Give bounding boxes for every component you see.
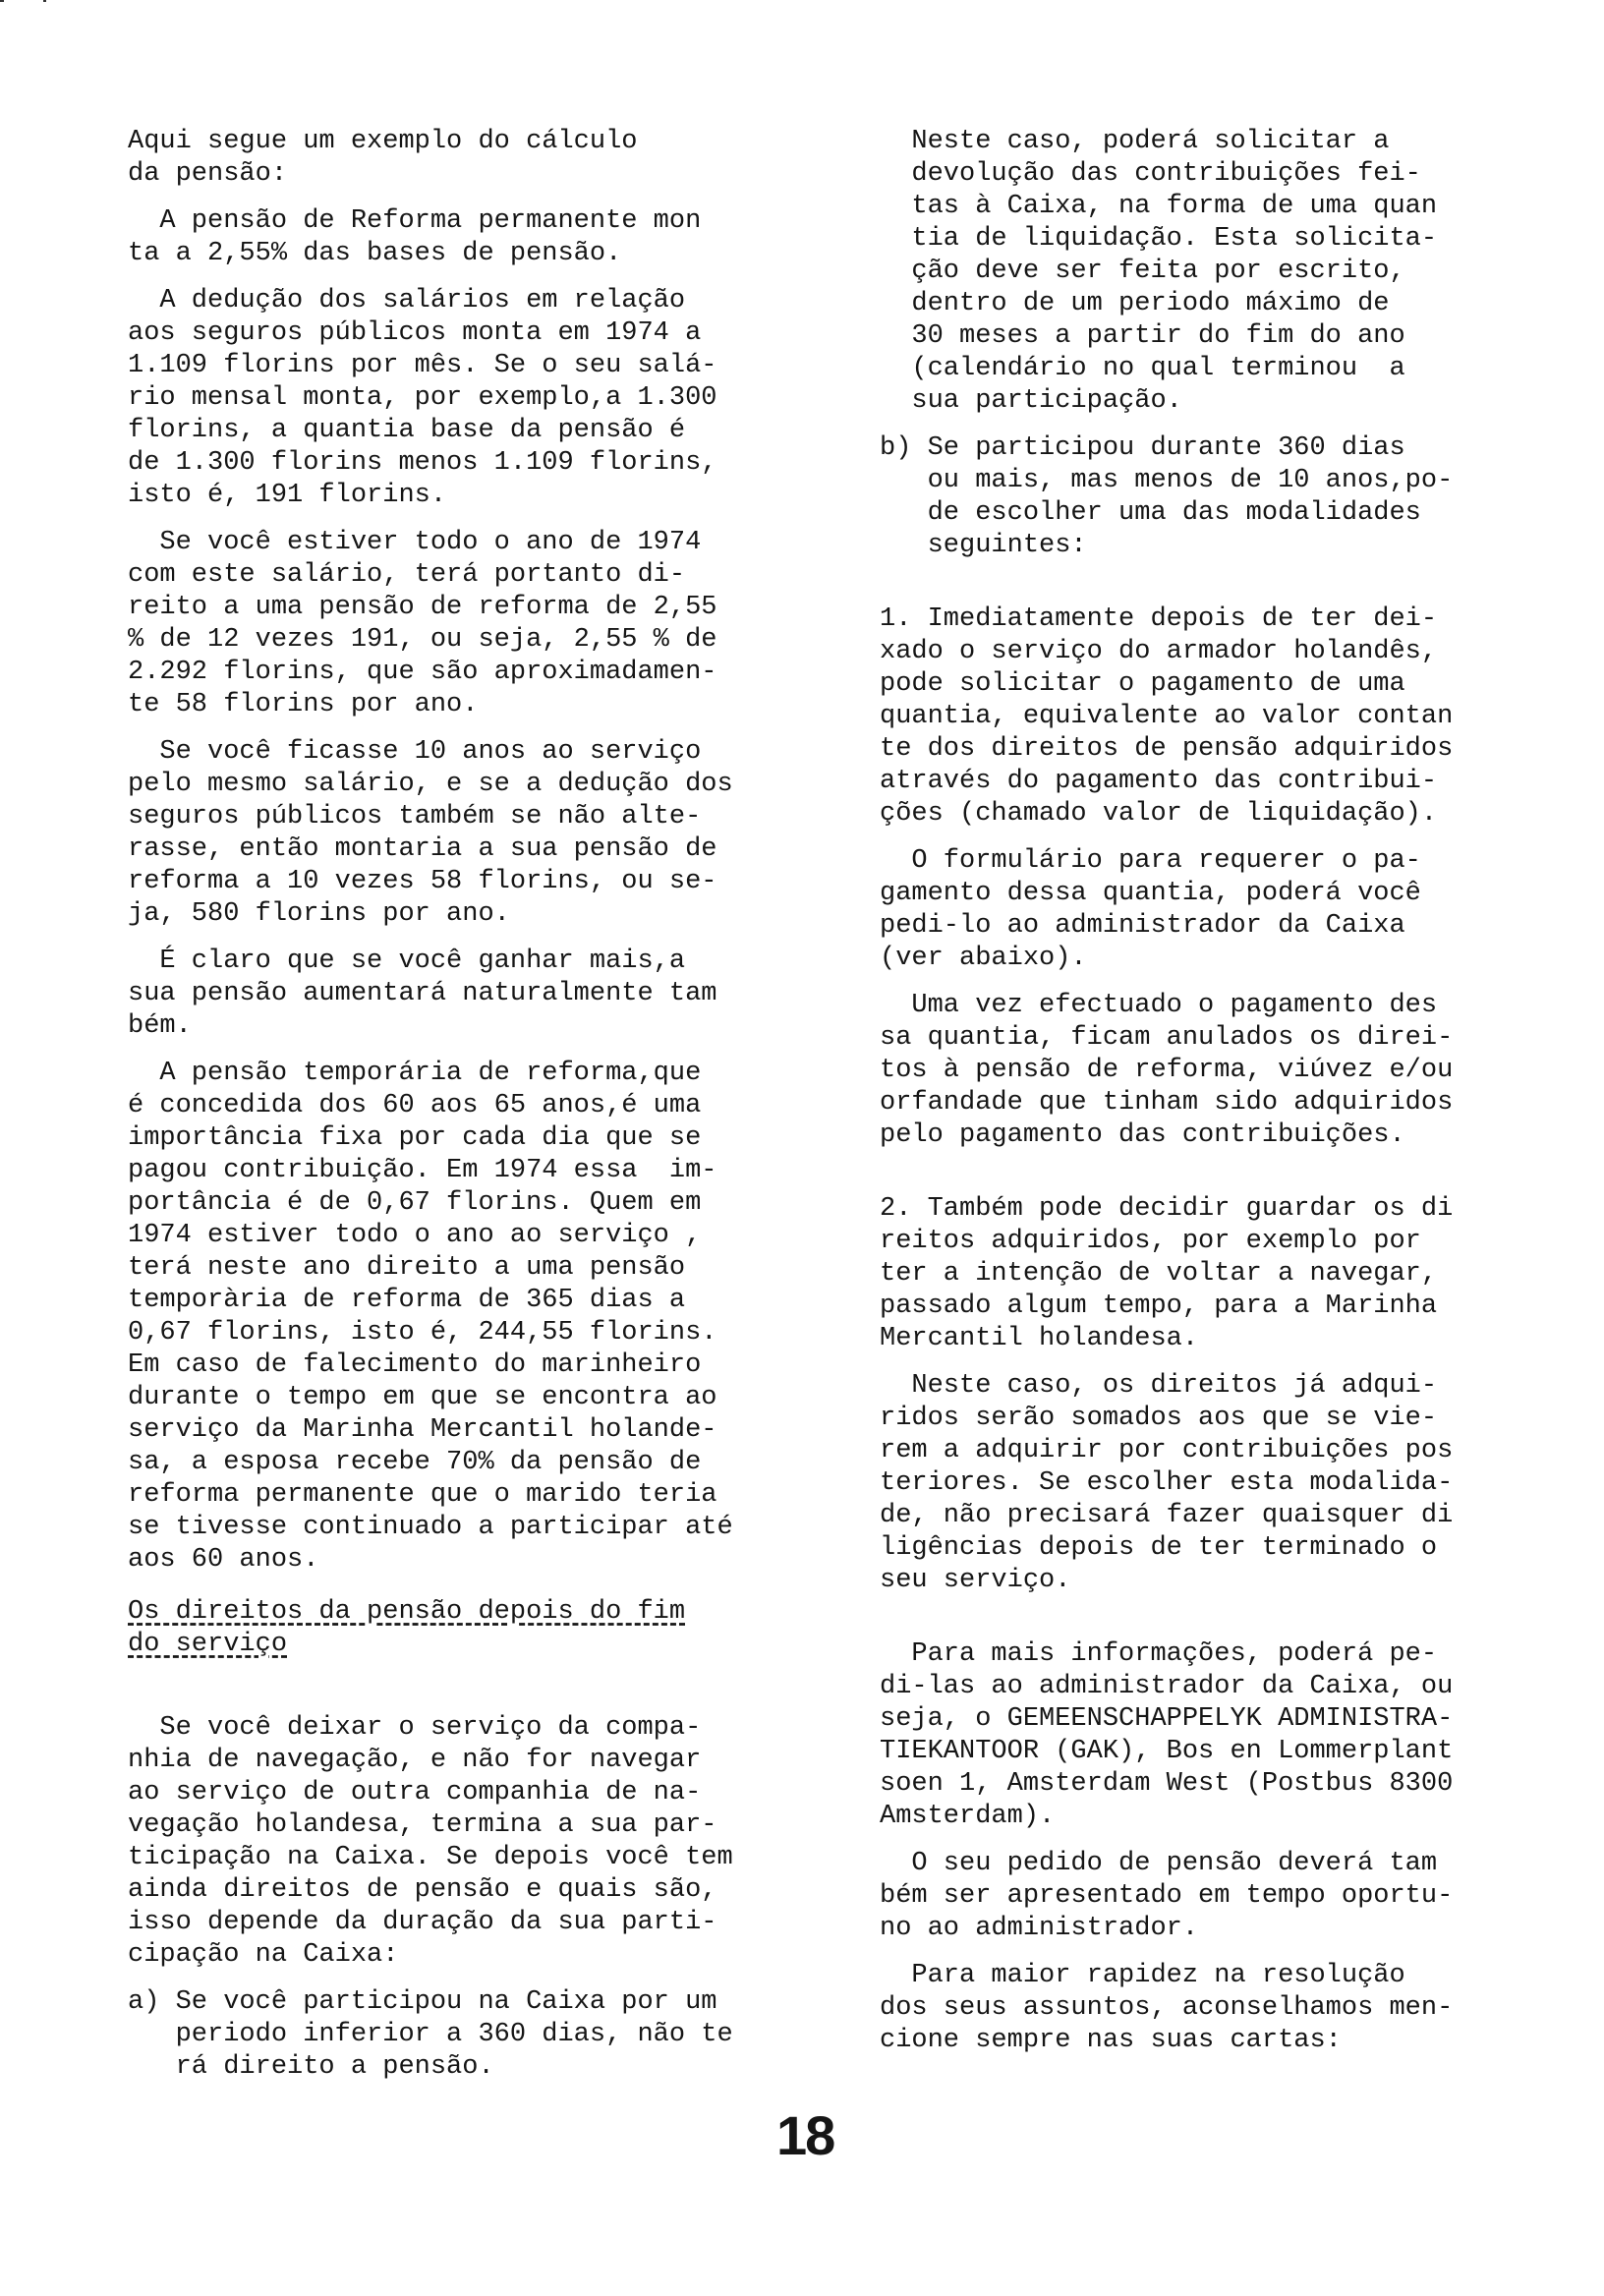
text-line: reforma a 10 vezes 58 florins, ou se- [128,867,717,896]
text-line: Mercantil holandesa. [880,1324,1199,1353]
text-line: (calendário no qual terminou a [880,354,1405,383]
section-heading [128,1596,806,1661]
text-line: tia de liquidação. Esta solicita- [880,224,1438,254]
text-line: seguros públicos também se não alte- [128,802,702,832]
text-line: passado algum tempo, para a Marinha [880,1292,1438,1321]
right-paragraph [880,1370,1528,1597]
text-line: devolução das contribuições fei- [880,159,1421,189]
text-line: reito a uma pensão de reforma de 2,55 [128,593,717,622]
text-line: pelo pagamento das contribuições. [880,1120,1405,1150]
text-line: Para maior rapidez na resolução [880,1961,1405,1990]
text-line: sa quantia, ficam anulados os direi- [880,1023,1454,1053]
text-line: a) Se você participou na Caixa por um [128,1987,717,2017]
left-paragraph [128,1058,806,1577]
left-paragraph [128,527,806,721]
text-line: com este salário, terá portanto di- [128,560,686,590]
text-line: 1974 estiver todo o ano ao serviço , [128,1221,702,1250]
text-line: periodo inferior a 360 dias, não te [128,2020,733,2049]
text-line: rem a adquirir por contribuições pos [880,1436,1454,1465]
text-line: É claro que se você ganhar mais,a [128,947,686,976]
text-line: pedi-lo ao administrador da Caixa [880,911,1405,941]
text-line: Se você ficasse 10 anos ao serviço [128,737,702,767]
text-line: isto é, 191 florins. [128,481,447,510]
text-line: A pensão temporária de reforma,que [128,1059,702,1088]
text-line: pode solicitar o pagamento de uma [880,669,1405,699]
text-line: 2.292 florins, que são aproximadamen- [128,658,717,687]
text-line: de escolher uma das modalidades [880,498,1421,528]
text-line: ja, 580 florins por ano. [128,899,510,929]
text-line: orfandade que tinham sido adquiridos [880,1088,1454,1118]
left-paragraph [128,1712,806,1972]
text-line: ridos serão somados aos que se vie- [880,1404,1438,1433]
text-line: durante o tempo em que se encontra ao [128,1383,717,1412]
text-line: bém ser apresentado em tempo oportu- [880,1881,1454,1911]
text-line: sua pensão aumentará naturalmente tam [128,979,717,1008]
text-line: te dos direitos de pensão adquiridos [880,734,1454,764]
text-line: 30 meses a partir do fim do ano [880,321,1405,351]
right-paragraph [880,990,1528,1152]
left-paragraph [128,205,806,270]
text-line: ticipação na Caixa. Se depois você tem [128,1843,733,1872]
right-paragraph [880,1848,1528,1945]
text-line: tas à Caixa, na forma de uma quan [880,192,1438,221]
text-line: ção deve ser feita por escrito, [880,257,1405,286]
text-line: Neste caso, poderá solicitar a [880,127,1390,156]
text-line: TIEKANTOOR (GAK), Bos en Lommerplant [880,1737,1454,1766]
text-line: pelo mesmo salário, e se a dedução dos [128,770,733,799]
text-line: temporària de reforma de 365 dias a [128,1286,686,1315]
text-line: aos seguros públicos monta em 1974 a [128,318,702,348]
text-line: seguintes: [880,531,1087,560]
page-number: 18 [776,2104,834,2166]
text-line: A pensão de Reforma permanente mon [128,206,702,236]
text-line: nhia de navegação, e não for navegar [128,1746,702,1775]
text-line: O formulário para requerer o pa- [880,846,1421,876]
text-line: cipação na Caixa: [128,1940,399,1970]
text-line: reitos adquiridos, por exemplo por [880,1227,1421,1256]
text-line: 1. Imediatamente depois de ter dei- [880,604,1438,634]
text-line: rá direito a pensão. [128,2052,494,2082]
text-line: florins, a quantia base da pensão é [128,416,686,445]
scan-mark-top [0,0,4,2]
right-paragraph [880,1638,1528,1833]
text-line: 2. Também pode decidir guardar os di [880,1194,1454,1224]
text-line: importância fixa por cada dia que se [128,1123,702,1153]
text-line: portância é de 0,67 florins. Quem em [128,1188,702,1218]
text-line: vegação holandesa, termina a sua par- [128,1810,717,1840]
text-line: quantia, equivalente ao valor contan [880,702,1454,731]
text-line: soen 1, Amsterdam West (Postbus 8300 [880,1769,1454,1799]
scan-mark-top-2 [43,0,46,2]
right-paragraph [880,1193,1528,1355]
right-paragraph [880,432,1528,562]
left-paragraph [128,736,806,931]
text-line: 0,67 florins, isto é, 244,55 florins. [128,1318,717,1348]
text-line: da pensão: [128,159,288,189]
left-paragraph [128,1986,806,2084]
text-line: ta a 2,55% das bases de pensão. [128,239,622,268]
text-line: seja, o GEMEENSCHAPPELYK ADMINISTRA- [880,1704,1454,1734]
text-line: ter a intenção de voltar a navegar, [880,1259,1438,1289]
text-line: (ver abaixo). [880,944,1087,973]
left-paragraph [128,126,806,191]
text-line: Para mais informações, poderá pe- [880,1639,1438,1669]
text-line: Neste caso, os direitos já adqui- [880,1371,1438,1401]
text-line: Em caso de falecimento do marinheiro [128,1350,702,1380]
right-column [880,126,1528,2072]
text-line: isso depende da duração da sua parti- [128,1908,717,1937]
heading-line: Os direitos da pensão depois do fim [128,1597,686,1627]
text-line: % de 12 vezes 191, ou seja, 2,55 % de [128,625,717,655]
text-line: pagou contribuição. Em 1974 essa im- [128,1156,717,1185]
text-line: reforma permanente que o marido teria [128,1480,717,1510]
text-line: através do pagamento das contribui- [880,767,1438,796]
text-line: di-las ao administrador da Caixa, ou [880,1672,1454,1701]
text-line: ainda direitos de pensão e quais são, [128,1875,717,1905]
text-line: no ao administrador. [880,1914,1199,1943]
text-line: de, não precisará fazer quaisquer di [880,1501,1454,1530]
heading-line: do serviço [128,1630,288,1659]
text-line: O seu pedido de pensão deverá tam [880,1849,1438,1878]
text-line: se tivesse continuado a participar até [128,1513,733,1542]
text-line: Se você deixar o serviço da compa- [128,1713,702,1743]
text-line: Uma vez efectuado o pagamento des [880,991,1438,1020]
text-line: gamento dessa quantia, poderá você [880,879,1421,908]
text-line: 1.109 florins por mês. Se o seu salá- [128,351,717,380]
text-line: rasse, então montaria a sua pensão de [128,834,717,864]
text-line: Amsterdam). [880,1802,1056,1831]
text-line: é concedida dos 60 aos 65 anos,é uma [128,1091,702,1120]
text-line: tos à pensão de reforma, viúvez e/ou [880,1056,1454,1085]
text-line: terá neste ano direito a uma pensão [128,1253,686,1283]
text-line: cione sempre nas suas cartas: [880,2026,1342,2055]
text-line: ou mais, mas menos de 10 anos,po- [880,466,1454,495]
text-line: de 1.300 florins menos 1.109 florins, [128,448,717,478]
right-paragraph [880,603,1528,831]
right-paragraph [880,1960,1528,2057]
text-line: seu serviço. [880,1566,1071,1595]
text-line: b) Se participou durante 360 dias [880,433,1405,463]
text-line: teriores. Se escolher esta modalida- [880,1468,1454,1498]
text-line: bém. [128,1011,192,1041]
text-line: serviço da Marinha Mercantil holande- [128,1415,717,1445]
text-line: ções (chamado valor de liquidação). [880,799,1438,829]
text-line: sa, a esposa recebe 70% da pensão de [128,1448,702,1477]
text-line: rio mensal monta, por exemplo,a 1.300 [128,383,717,413]
right-paragraph [880,126,1528,418]
text-line: ao serviço de outra companhia de na- [128,1778,702,1808]
left-column [128,126,806,2098]
text-line: dos seus assuntos, aconselhamos men- [880,1993,1454,2023]
left-paragraph [128,285,806,512]
text-line: dentro de um periodo máximo de [880,289,1390,318]
text-line: ligências depois de ter terminado o [880,1533,1438,1563]
text-line: Aqui segue um exemplo do cálculo [128,127,638,156]
left-paragraph [128,946,806,1043]
text-line: te 58 florins por ano. [128,690,479,719]
text-line: aos 60 anos. [128,1545,319,1575]
text-line: xado o serviço do armador holandês, [880,637,1438,666]
text-line: sua participação. [880,386,1182,416]
text-line: Se você estiver todo o ano de 1974 [128,528,702,557]
text-line: A dedução dos salários em relação [128,286,686,316]
right-paragraph [880,845,1528,975]
